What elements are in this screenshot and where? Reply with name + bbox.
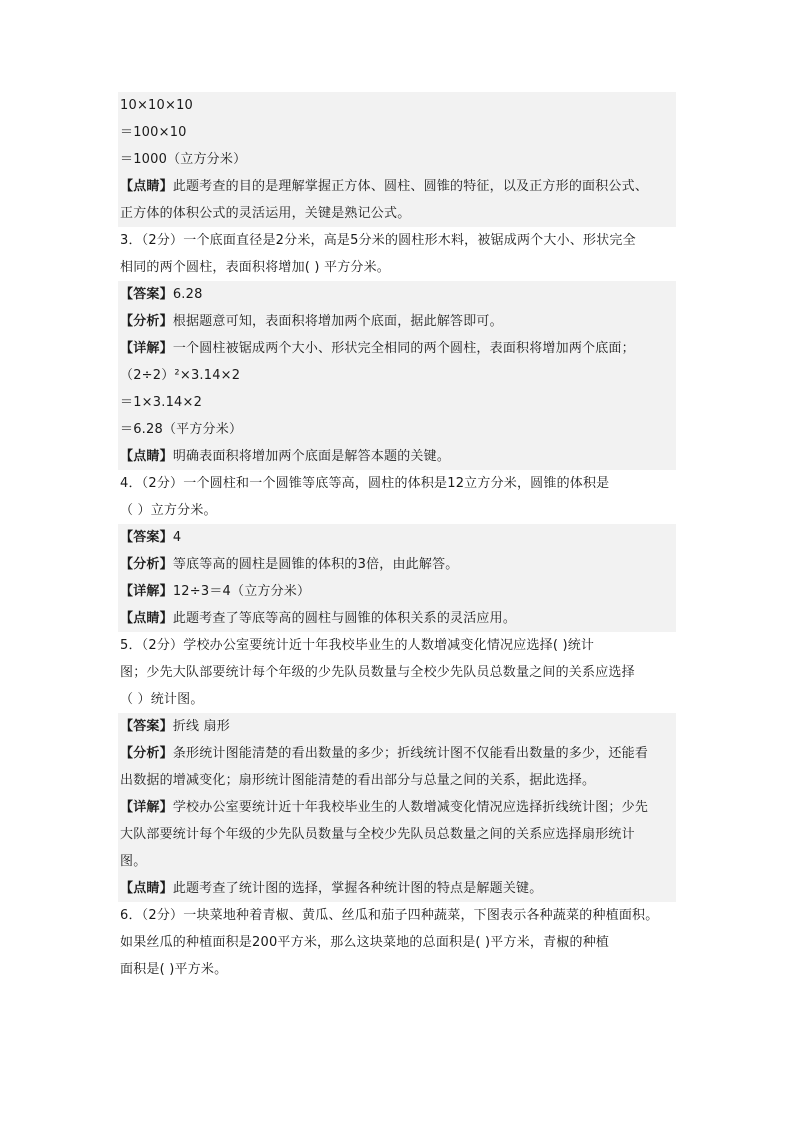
line-text: 等底等高的圆柱是圆锥的体积的3倍，由此解答。	[172, 557, 459, 572]
line-text: ＝6.28（平方分米）	[120, 422, 243, 437]
line-text: 根据题意可知，表面积将增加两个底面，据此解答即可。	[172, 314, 503, 329]
text-line	[118, 146, 676, 173]
line-text: （2÷2）²×3.14×2	[120, 368, 241, 383]
line-text: 学校办公室要统计近十年我校毕业生的人数增减变化情况应选择折线统计图；少先	[172, 800, 649, 815]
line-text: 一个圆柱被锯成两个大小、形状完全相同的两个圆柱，表面积将增加两个底面；	[172, 341, 635, 356]
text-line	[118, 821, 676, 848]
text-line	[118, 848, 676, 875]
text-line	[118, 929, 676, 956]
text-line	[118, 227, 676, 254]
section-tag: 【答案】	[120, 719, 173, 734]
text-line	[118, 551, 676, 578]
line-text: 图。	[120, 854, 147, 869]
text-line	[118, 443, 676, 470]
text-line	[118, 956, 676, 983]
text-line	[118, 902, 676, 929]
text-line	[118, 605, 676, 632]
line-text: 此题考查的目的是理解掌握正方体、圆柱、圆锥的特征，以及正方形的面积公式、	[172, 179, 649, 194]
line-text: 3．（2分）一个底面直径是2分米，高是5分米的圆柱形木料，被锯成两个大小、形状完全	[120, 233, 636, 248]
section-tag: 【分析】	[120, 746, 173, 761]
line-text: 大队部要统计每个年级的少先队员数量与全校少先队员总数量之间的关系应选择扇形统计	[120, 827, 635, 842]
line-text: 如果丝瓜的种植面积是200平方米，那么这块菜地的总面积是( )平方米，青椒的种植	[120, 935, 610, 950]
line-text: 此题考查了统计图的选择，掌握各种统计图的特点是解题关键。	[172, 881, 543, 896]
line-text: ＝1×3.14×2	[120, 395, 203, 410]
line-text: 图；少先大队部要统计每个年级的少先队员数量与全校少先队员总数量之间的关系应选择	[120, 665, 635, 680]
text-line	[118, 92, 676, 119]
section-tag: 【分析】	[120, 314, 173, 329]
line-text: （ ）立方分米。	[120, 503, 217, 518]
text-line	[118, 389, 676, 416]
text-line	[118, 470, 676, 497]
line-text: 12÷3＝4（立方分米）	[172, 584, 311, 599]
text-line	[118, 362, 676, 389]
text-line	[118, 794, 676, 821]
line-text: 正方体的体积公式的灵活运用，关键是熟记公式。	[120, 206, 411, 221]
document-body	[118, 92, 676, 983]
line-text: 6．（2分）一块菜地种着青椒、黄瓜、丝瓜和茄子四种蔬菜，下图表示各种蔬菜的种植面积。	[120, 908, 659, 923]
line-text: 4．（2分）一个圆柱和一个圆锥等底等高，圆柱的体积是12立方分米，圆锥的体积是	[120, 476, 610, 491]
line-text: 相同的两个圆柱，表面积将增加( ) 平方分米。	[120, 260, 391, 275]
text-line	[118, 767, 676, 794]
section-tag: 【点睛】	[120, 449, 173, 464]
line-text: 10×10×10	[120, 98, 194, 113]
section-tag: 【点睛】	[120, 881, 173, 896]
line-text: （ ）统计图。	[120, 692, 204, 707]
text-line	[118, 497, 676, 524]
text-line	[118, 200, 676, 227]
text-line	[118, 713, 676, 740]
line-text: 面积是( )平方米。	[120, 962, 228, 977]
text-line	[118, 119, 676, 146]
section-tag: 【点睛】	[120, 611, 173, 626]
line-text: ＝100×10	[120, 125, 187, 140]
line-text: 此题考查了等底等高的圆柱与圆锥的体积关系的灵活应用。	[172, 611, 517, 626]
line-text: 出数据的增减变化；扇形统计图能清楚的看出部分与总量之间的关系，据此选择。	[120, 773, 596, 788]
text-line	[118, 416, 676, 443]
section-tag: 【分析】	[120, 557, 173, 572]
text-line	[118, 524, 676, 551]
line-text: 条形统计图能清楚的看出数量的多少；折线统计图不仅能看出数量的多少，还能看	[172, 746, 649, 761]
text-line	[118, 632, 676, 659]
line-text: ＝1000（立方分米）	[120, 152, 247, 167]
text-line	[118, 281, 676, 308]
text-line	[118, 578, 676, 605]
section-tag: 【答案】	[120, 287, 173, 302]
section-tag: 【答案】	[120, 530, 173, 545]
line-text: 5．（2分）学校办公室要统计近十年我校毕业生的人数增减变化情况应选择( )统计	[120, 638, 595, 653]
line-text: 折线 扇形	[172, 719, 230, 734]
section-tag: 【点睛】	[120, 179, 173, 194]
text-line	[118, 659, 676, 686]
line-text: 明确表面积将增加两个底面是解答本题的关键。	[172, 449, 451, 464]
text-line	[118, 740, 676, 767]
section-tag: 【详解】	[120, 341, 173, 356]
section-tag: 【详解】	[120, 584, 173, 599]
text-line	[118, 335, 676, 362]
text-line	[118, 254, 676, 281]
line-text: 6.28	[172, 287, 203, 302]
text-line	[118, 173, 676, 200]
text-line	[118, 308, 676, 335]
section-tag: 【详解】	[120, 800, 173, 815]
line-text: 4	[172, 530, 182, 545]
text-line	[118, 875, 676, 902]
text-line	[118, 686, 676, 713]
